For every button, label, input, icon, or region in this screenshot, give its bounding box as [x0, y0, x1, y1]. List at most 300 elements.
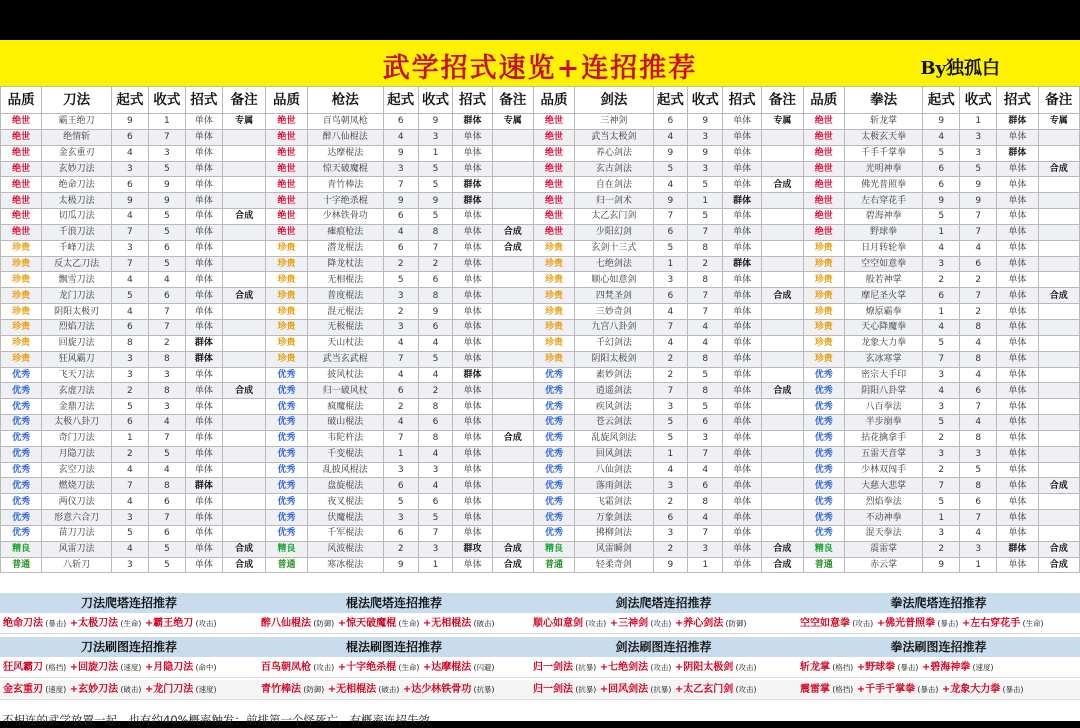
start-stance-cell: 3: [383, 288, 418, 304]
target-type-cell: 单体: [997, 525, 1038, 541]
skill-name-cell: 混天拳法: [844, 525, 922, 541]
combo-skill: 无相棍法: [431, 618, 472, 629]
quality-cell: 优秀: [533, 430, 574, 446]
end-stance-cell: 3: [148, 145, 185, 161]
end-stance-cell: 3: [148, 367, 185, 383]
target-type-cell: 单体: [453, 494, 492, 510]
start-stance-cell: 6: [383, 383, 418, 399]
table-row: [1, 272, 1080, 288]
plus-sign: +: [66, 618, 79, 629]
plus-sign: +: [671, 662, 684, 673]
skill-name-cell: 密宗大手印: [844, 367, 922, 383]
combo-skill: 佛光普照拳: [885, 618, 936, 629]
quality-cell: 珍贵: [533, 272, 574, 288]
combo-skill: 十字绝杀棍: [346, 662, 397, 673]
target-type-cell: 单体: [453, 462, 492, 478]
start-stance-cell: 7: [111, 224, 148, 240]
table-row: [1, 129, 1080, 145]
remark-cell: [492, 510, 533, 526]
skill-name-cell: 飞天刀法: [42, 367, 112, 383]
end-stance-cell: 1: [960, 557, 997, 573]
quality-cell: 绝世: [266, 224, 307, 240]
quality-cell: 精良: [266, 541, 307, 557]
start-stance-cell: 5: [923, 335, 960, 351]
target-type-cell: 单体: [185, 430, 222, 446]
table-row: [1, 319, 1080, 335]
target-type-cell: 单体: [453, 430, 492, 446]
target-type-cell: 单体: [997, 209, 1038, 225]
skill-name-cell: 惊天破魔棍: [307, 161, 383, 177]
skill-name-cell: 武当太极剑: [575, 129, 653, 145]
start-stance-cell: 3: [111, 557, 148, 573]
plus-sign: +: [419, 618, 432, 629]
plus-sign: +: [671, 618, 684, 629]
start-stance-cell: 2: [383, 304, 418, 320]
start-stance-cell: 4: [653, 462, 688, 478]
quality-cell: 珍贵: [533, 304, 574, 320]
remark-cell: 合成: [492, 557, 533, 573]
end-stance-cell: 3: [418, 129, 453, 145]
remark-cell: [1038, 367, 1080, 383]
combo-effect: (格挡): [830, 663, 854, 672]
plus-sign: +: [606, 618, 619, 629]
skill-name-cell: 震雷掌: [844, 541, 922, 557]
start-stance-cell: 6: [923, 161, 960, 177]
combo-effect: (暴击): [1000, 685, 1024, 694]
end-stance-cell: 3: [418, 462, 453, 478]
start-stance-cell: 9: [383, 145, 418, 161]
quality-cell: 绝世: [1, 129, 42, 145]
remark-cell: [492, 177, 533, 193]
remark-cell: [222, 272, 266, 288]
target-type-cell: 单体: [453, 319, 492, 335]
combo-effect: (生命): [118, 619, 142, 628]
start-stance-cell: 1: [111, 430, 148, 446]
remark-cell: [762, 335, 803, 351]
remark-cell: [1038, 510, 1080, 526]
start-stance-cell: 5: [923, 209, 960, 225]
combo-row: [0, 680, 258, 700]
target-type-cell: 单体: [997, 319, 1038, 335]
quality-cell: 优秀: [1, 446, 42, 462]
skill-name-cell: 千变棍法: [307, 446, 383, 462]
target-type-cell: 单体: [185, 129, 222, 145]
combo-effect: (抗暴): [648, 685, 672, 694]
end-stance-cell: 4: [960, 415, 997, 431]
quality-cell: 优秀: [803, 525, 844, 541]
column-header: 招式: [453, 87, 492, 114]
start-stance-cell: 3: [923, 399, 960, 415]
start-stance-cell: 4: [923, 319, 960, 335]
skill-name-cell: 八百拳法: [844, 399, 922, 415]
combo-row: [797, 680, 1080, 700]
quality-cell: 绝世: [1, 145, 42, 161]
skill-name-cell: 伏魔棍法: [307, 510, 383, 526]
quality-cell: 优秀: [803, 462, 844, 478]
end-stance-cell: 3: [960, 541, 997, 557]
target-type-cell: 单体: [185, 383, 222, 399]
combo-skill: 左右穿花手: [970, 618, 1021, 629]
quality-cell: 普通: [1, 557, 42, 573]
combo-effect: (闪避): [471, 663, 495, 672]
target-type-cell: 单体: [997, 161, 1038, 177]
skill-name-cell: 绝情斩: [42, 129, 112, 145]
end-stance-cell: 8: [688, 494, 723, 510]
quality-cell: 绝世: [803, 209, 844, 225]
quality-cell: 优秀: [803, 494, 844, 510]
skill-name-cell: 自在剑法: [575, 177, 653, 193]
start-stance-cell: 9: [383, 193, 418, 209]
remark-cell: [222, 367, 266, 383]
remark-cell: [762, 272, 803, 288]
skill-name-cell: 盘旋棍法: [307, 478, 383, 494]
start-stance-cell: 2: [383, 399, 418, 415]
skill-name-cell: 少阳幻剑: [575, 224, 653, 240]
combo-section-header: 剑法刷图连招推荐: [530, 637, 798, 657]
quality-cell: 优秀: [266, 525, 307, 541]
end-stance-cell: 1: [688, 193, 723, 209]
combo-effect: (生命): [396, 663, 420, 672]
start-stance-cell: 4: [383, 129, 418, 145]
skill-name-cell: 普度棍法: [307, 288, 383, 304]
quality-cell: 优秀: [803, 367, 844, 383]
end-stance-cell: 9: [418, 193, 453, 209]
end-stance-cell: 4: [418, 335, 453, 351]
table-row: [1, 145, 1080, 161]
start-stance-cell: 4: [653, 304, 688, 320]
target-type-cell: 单体: [185, 510, 222, 526]
skill-name-cell: 落雨剑法: [575, 478, 653, 494]
skill-name-cell: 光明神拳: [844, 161, 922, 177]
combo-effect: (破击): [118, 685, 142, 694]
end-stance-cell: 4: [148, 462, 185, 478]
skill-name-cell: 千浪刀法: [42, 224, 112, 240]
combo-section-header: 棍法刷图连招推荐: [258, 637, 531, 657]
remark-cell: [762, 224, 803, 240]
target-type-cell: 单体: [723, 415, 762, 431]
target-type-cell: 单体: [453, 272, 492, 288]
table-row: [1, 541, 1080, 557]
combo-skill: 玄妙刀法: [78, 684, 119, 695]
combo-row: [530, 614, 797, 634]
skill-name-cell: 无极棍法: [307, 319, 383, 335]
start-stance-cell: 1: [923, 224, 960, 240]
remark-cell: [1038, 494, 1080, 510]
skill-name-cell: 斩龙掌: [844, 114, 922, 130]
combo-effect: (格挡): [43, 663, 67, 672]
skill-name-cell: 疾风剑法: [575, 399, 653, 415]
skill-name-cell: 回旋刀法: [42, 335, 112, 351]
end-stance-cell: 6: [688, 478, 723, 494]
end-stance-cell: 3: [960, 129, 997, 145]
column-header: 备注: [492, 87, 533, 114]
skill-name-cell: 潜龙棍法: [307, 240, 383, 256]
end-stance-cell: 4: [960, 525, 997, 541]
end-stance-cell: 8: [418, 399, 453, 415]
combo-skill: 无相棍法: [336, 684, 377, 695]
start-stance-cell: 1: [383, 446, 418, 462]
remark-cell: [762, 494, 803, 510]
end-stance-cell: 3: [688, 541, 723, 557]
start-stance-cell: 9: [653, 193, 688, 209]
skill-name-cell: 龙象大力拳: [844, 335, 922, 351]
end-stance-cell: 8: [960, 430, 997, 446]
remark-cell: [492, 256, 533, 272]
end-stance-cell: 2: [148, 335, 185, 351]
target-type-cell: 群攻: [453, 541, 492, 557]
start-stance-cell: 6: [111, 415, 148, 431]
skill-name-cell: 十字绝杀棍: [307, 193, 383, 209]
target-type-cell: 单体: [723, 446, 762, 462]
skill-name-cell: 空空如意拳: [844, 256, 922, 272]
quality-cell: 优秀: [533, 510, 574, 526]
plus-sign: +: [596, 662, 609, 673]
remark-cell: [762, 319, 803, 335]
start-stance-cell: 9: [111, 114, 148, 130]
end-stance-cell: 3: [960, 446, 997, 462]
quality-cell: 优秀: [266, 462, 307, 478]
combo-effect: (抗暴): [471, 685, 495, 694]
start-stance-cell: 1: [923, 304, 960, 320]
skill-name-cell: 燃烧刀法: [42, 478, 112, 494]
skill-name-cell: 逍遥剑法: [575, 383, 653, 399]
start-stance-cell: 2: [111, 383, 148, 399]
start-stance-cell: 6: [923, 177, 960, 193]
target-type-cell: 单体: [453, 288, 492, 304]
quality-cell: 优秀: [1, 383, 42, 399]
remark-cell: [222, 304, 266, 320]
column-header: 品质: [533, 87, 574, 114]
combo-skill: 空空如意拳: [800, 618, 850, 629]
skill-name-cell: 半步崩拳: [844, 415, 922, 431]
remark-cell: [222, 145, 266, 161]
target-type-cell: 单体: [997, 304, 1038, 320]
quality-cell: 绝世: [803, 114, 844, 130]
end-stance-cell: 5: [148, 209, 185, 225]
target-type-cell: 单体: [185, 177, 222, 193]
quality-cell: 绝世: [533, 161, 574, 177]
start-stance-cell: 3: [383, 462, 418, 478]
target-type-cell: 单体: [185, 415, 222, 431]
remark-cell: [762, 415, 803, 431]
target-type-cell: 单体: [997, 510, 1038, 526]
skill-name-cell: 奇门刀法: [42, 430, 112, 446]
start-stance-cell: 3: [111, 367, 148, 383]
quality-cell: 优秀: [803, 383, 844, 399]
start-stance-cell: 4: [383, 415, 418, 431]
remark-cell: 合成: [222, 541, 266, 557]
start-stance-cell: 5: [653, 430, 688, 446]
remark-cell: [222, 462, 266, 478]
skill-name-cell: 反太乙刀法: [42, 256, 112, 272]
start-stance-cell: 9: [383, 557, 418, 573]
skill-name-cell: 烈焰刀法: [42, 319, 112, 335]
start-stance-cell: 4: [653, 335, 688, 351]
end-stance-cell: 9: [148, 177, 185, 193]
target-type-cell: 单体: [997, 462, 1038, 478]
remark-cell: [762, 240, 803, 256]
skill-name-cell: 阴阳太极剑: [575, 351, 653, 367]
page-title: 武学招式速览+连招推荐: [382, 53, 698, 84]
quality-cell: 珍贵: [266, 335, 307, 351]
quality-cell: 绝世: [266, 209, 307, 225]
skill-name-cell: 轻柔奇剑: [575, 557, 653, 573]
start-stance-cell: 5: [111, 399, 148, 415]
skill-name-cell: 烈焰拳法: [844, 494, 922, 510]
quality-cell: 优秀: [1, 462, 42, 478]
target-type-cell: 群体: [723, 256, 762, 272]
start-stance-cell: 6: [383, 114, 418, 130]
end-stance-cell: 7: [148, 430, 185, 446]
remark-cell: [1038, 430, 1080, 446]
combo-effect: (抗暴): [573, 685, 597, 694]
end-stance-cell: 5: [688, 399, 723, 415]
end-stance-cell: 3: [148, 399, 185, 415]
skill-name-cell: 野球拳: [844, 224, 922, 240]
quality-cell: 绝世: [266, 177, 307, 193]
quality-cell: 珍贵: [1, 304, 42, 320]
remark-cell: 合成: [1038, 557, 1080, 573]
start-stance-cell: 4: [111, 541, 148, 557]
combo-effect: (命中): [193, 663, 217, 672]
end-stance-cell: 2: [960, 272, 997, 288]
start-stance-cell: 2: [653, 367, 688, 383]
start-stance-cell: 5: [923, 415, 960, 431]
target-type-cell: 单体: [723, 129, 762, 145]
combo-skill: 阴阳太极剑: [683, 662, 734, 673]
combo-effect: (速度): [118, 663, 142, 672]
combo-effect: (速度): [970, 663, 994, 672]
skill-name-cell: 乱披风棍法: [307, 462, 383, 478]
remark-cell: 专属: [762, 114, 803, 130]
quality-cell: 绝世: [1, 161, 42, 177]
remark-cell: [492, 383, 533, 399]
remark-cell: [762, 145, 803, 161]
skill-name-cell: 霸王绝刀: [42, 114, 112, 130]
remark-cell: [762, 351, 803, 367]
remark-cell: [222, 161, 266, 177]
table-row: [1, 177, 1080, 193]
end-stance-cell: 4: [418, 367, 453, 383]
remark-cell: 合成: [762, 177, 803, 193]
start-stance-cell: 5: [111, 525, 148, 541]
quality-cell: 绝世: [1, 193, 42, 209]
target-type-cell: 单体: [997, 494, 1038, 510]
end-stance-cell: 9: [418, 114, 453, 130]
quality-cell: 优秀: [1, 494, 42, 510]
combo-effect: (攻击): [193, 619, 217, 628]
target-type-cell: 单体: [997, 224, 1038, 240]
table-row: [1, 256, 1080, 272]
combo-effect: (防御): [311, 619, 335, 628]
quality-cell: 珍贵: [803, 304, 844, 320]
quality-cell: 珍贵: [533, 335, 574, 351]
target-type-cell: 单体: [453, 383, 492, 399]
end-stance-cell: 7: [148, 319, 185, 335]
start-stance-cell: 7: [383, 177, 418, 193]
table-row: [1, 161, 1080, 177]
quality-cell: 普通: [803, 557, 844, 573]
end-stance-cell: 7: [960, 209, 997, 225]
end-stance-cell: 3: [688, 430, 723, 446]
quality-cell: 绝世: [266, 114, 307, 130]
skill-name-cell: 阴阳八卦掌: [844, 383, 922, 399]
quality-cell: 普通: [266, 557, 307, 573]
table-row: [1, 415, 1080, 431]
quality-cell: 珍贵: [1, 272, 42, 288]
quality-cell: 优秀: [803, 478, 844, 494]
quality-cell: 珍贵: [266, 272, 307, 288]
column-header: 品质: [266, 87, 307, 114]
target-type-cell: 单体: [723, 114, 762, 130]
start-stance-cell: 2: [383, 256, 418, 272]
column-header: 品质: [1, 87, 42, 114]
combo-row: [0, 658, 258, 678]
start-stance-cell: 3: [923, 525, 960, 541]
remark-cell: 合成: [222, 557, 266, 573]
remark-cell: [492, 304, 533, 320]
skill-name-cell: 疯魔棍法: [307, 399, 383, 415]
plus-sign: +: [141, 662, 154, 673]
column-header: 刀法: [42, 87, 112, 114]
skill-name-cell: 左右穿花手: [844, 193, 922, 209]
skill-name-cell: 摩尼圣火掌: [844, 288, 922, 304]
start-stance-cell: 7: [923, 351, 960, 367]
quality-cell: 优秀: [803, 430, 844, 446]
remark-cell: 合成: [492, 541, 533, 557]
start-stance-cell: 7: [111, 478, 148, 494]
combo-effect: (攻击): [648, 619, 672, 628]
target-type-cell: 单体: [997, 177, 1038, 193]
skill-name-cell: 风波棍法: [307, 541, 383, 557]
remark-cell: [492, 335, 533, 351]
combo-skill: 碧海神拳: [930, 662, 971, 673]
combo-row: [0, 614, 258, 634]
remark-cell: [1038, 256, 1080, 272]
combo-effect: (攻击): [733, 685, 757, 694]
plus-sign: +: [958, 618, 971, 629]
skill-name-cell: 太乙玄门剑: [575, 209, 653, 225]
end-stance-cell: 6: [148, 240, 185, 256]
skill-name-cell: 风雷刀法: [42, 541, 112, 557]
end-stance-cell: 8: [148, 478, 185, 494]
remark-cell: [492, 462, 533, 478]
end-stance-cell: 5: [688, 209, 723, 225]
start-stance-cell: 4: [111, 145, 148, 161]
combo-skill: 归一剑法: [533, 662, 573, 673]
end-stance-cell: 8: [960, 319, 997, 335]
remark-cell: [762, 478, 803, 494]
quality-cell: 优秀: [1, 415, 42, 431]
skill-name-cell: 碧海神拳: [844, 209, 922, 225]
skill-name-cell: 降龙杖法: [307, 256, 383, 272]
quality-cell: 优秀: [533, 415, 574, 431]
quality-cell: 绝世: [533, 209, 574, 225]
target-type-cell: 单体: [997, 256, 1038, 272]
remark-cell: [222, 193, 266, 209]
target-type-cell: 单体: [185, 288, 222, 304]
combo-effect: (破击): [471, 619, 495, 628]
target-type-cell: 群体: [453, 367, 492, 383]
start-stance-cell: 3: [383, 319, 418, 335]
start-stance-cell: 4: [111, 462, 148, 478]
combo-skill: 养心剑法: [683, 618, 724, 629]
start-stance-cell: 2: [653, 494, 688, 510]
quality-cell: 珍贵: [266, 256, 307, 272]
end-stance-cell: 1: [418, 145, 453, 161]
quality-cell: 优秀: [266, 367, 307, 383]
combo-skill: 绝命刀法: [3, 618, 43, 629]
